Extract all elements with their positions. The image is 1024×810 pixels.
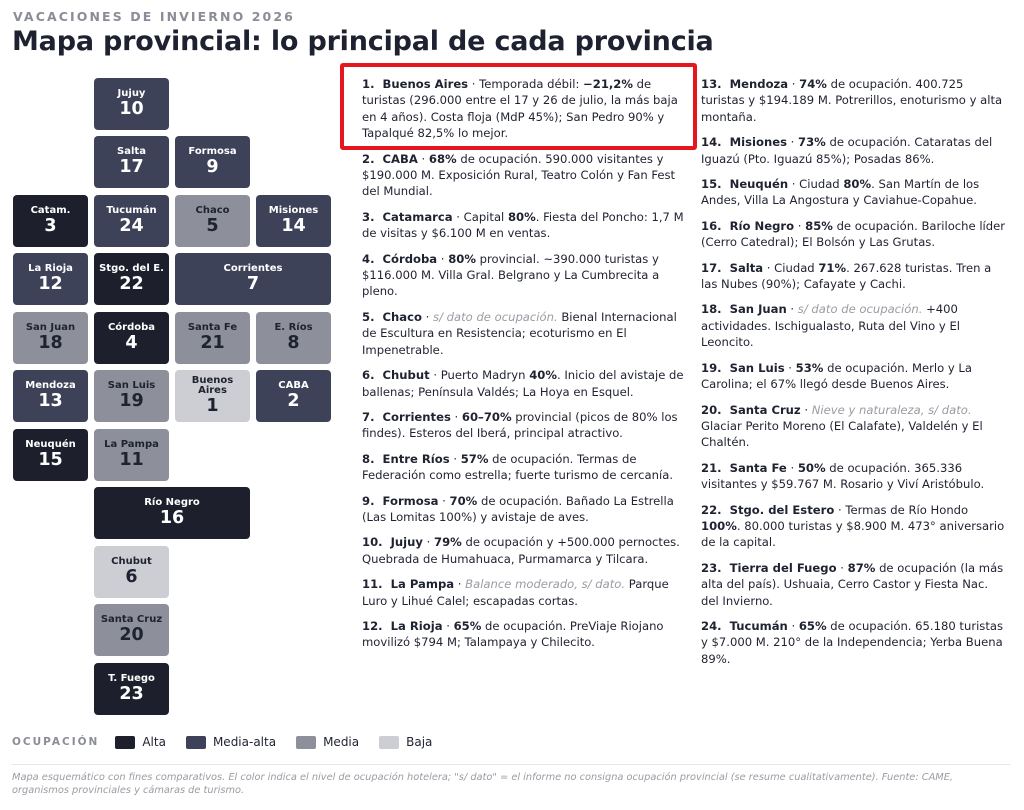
legend-label-media-alta: Media-alta — [212, 735, 277, 749]
tile-catam — [13, 195, 88, 247]
tile-number: 20 — [119, 625, 144, 645]
legend-label-baja: Baja — [406, 735, 433, 749]
legend-swatch-media-alta — [186, 736, 206, 749]
entry-figure: 87% — [847, 560, 876, 575]
tile-jujuy — [94, 78, 169, 130]
entry-name: 3. Catamarca — [362, 209, 453, 224]
tile-chaco — [175, 195, 250, 247]
tile-name: CABA — [278, 380, 309, 391]
province-entry: 18. San Juan · s/ dato de ocupación. +400 actividades. Ischigualasto, Ruta del Vino y El Leoncito. — [701, 302, 961, 350]
province-entry: 8. Entre Ríos · 57% de ocupación. Termas de Federación como estrella; fuerte turismo de cercanía. — [362, 451, 674, 483]
entry-figure: 74% — [799, 77, 827, 91]
tile-name: Catam. — [30, 205, 71, 216]
tile-number: 3 — [44, 216, 57, 236]
legend-swatch-media — [296, 736, 316, 749]
entry-name: 19. San Luis — [701, 360, 785, 375]
tile-e-ríos — [256, 312, 331, 364]
province-entry: 16. Río Negro · 85% de ocupación. Bariloche líder (Cerro Catedral); El Bolsón y Las Grutas. — [701, 218, 1006, 250]
province-entry: 24. Tucumán · 65% de ocupación. 65.180 turistas y $7.000 M. 210° de la Independencia; Yerba Buena 89%. — [701, 618, 1004, 666]
province-entry: 12. La Rioja · 65% de ocupación. PreViaje Riojano movilizó $794 M; Talampaya y Chilecito. — [362, 618, 664, 650]
tile-number: 18 — [38, 333, 63, 353]
tile-number: 12 — [38, 274, 63, 294]
tile-name: Santa Fe — [187, 322, 238, 333]
tile-corrientes — [175, 253, 331, 305]
province-entry: 5. Chaco · s/ dato de ocupación. Bienal Internacional de Escultura en Resistencia; ecoturismo en El Impenetrable. — [362, 309, 677, 357]
entry-name: 4. Córdoba — [362, 251, 438, 266]
tile-name: Santa Cruz — [100, 614, 163, 625]
province-entry: 20. Santa Cruz · Nieve y naturaleza, s/ dato. Glaciar Perito Moreno (El Calafate), Valdelén y El Chaltén. — [701, 402, 983, 450]
tile-name: Chubut — [111, 556, 152, 567]
tile-name: E. Ríos — [274, 322, 313, 333]
entry-name: 11. La Pampa — [362, 577, 455, 592]
tile-la-pampa — [94, 429, 169, 481]
legend — [12, 735, 452, 749]
province-entry: 6. Chubut · Puerto Madryn 40%. Inicio del avistaje de ballenas; Península Valdés; La Hoya en Esquel. — [362, 368, 684, 399]
tile-formosa — [175, 136, 250, 188]
tile-number: 11 — [119, 450, 144, 470]
province-entry: 7. Corrientes · 60–70% provincial (picos de 80% los findes). Esteros del Iberá, principal atractivo. — [362, 409, 678, 441]
entry-name: 6. Chubut — [362, 368, 430, 383]
tile-number: 19 — [119, 391, 144, 411]
province-list-column-right — [701, 76, 1007, 676]
tile-name: Chaco — [195, 205, 230, 216]
tile-number: 23 — [119, 684, 144, 704]
tile-number: 10 — [119, 99, 144, 119]
province-entry: 10. Jujuy · 79% de ocupación y +500.000 pernoctes. Quebrada de Humahuaca, Purmamarca y Tilcara. — [362, 535, 680, 566]
entry-name: 24. Tucumán — [701, 618, 788, 633]
footer-divider — [12, 764, 1010, 765]
entry-name: 14. Misiones — [701, 135, 787, 150]
tile-name: Mendoza — [25, 380, 76, 391]
entry-figure: 71% — [818, 260, 847, 275]
entry-name: 13. Mendoza — [701, 77, 789, 91]
entry-figure: 53% — [795, 360, 824, 375]
tile-santa-fe — [175, 312, 250, 364]
tile-number: 5 — [206, 216, 219, 236]
entry-figure: 80% — [448, 251, 476, 266]
entry-name: 8. Entre Ríos — [362, 451, 450, 466]
tile-number: 16 — [159, 508, 185, 528]
tile-misiones — [256, 195, 331, 247]
entry-name: 16. Río Negro — [701, 218, 795, 233]
province-entry: 4. Córdoba · 80% provincial. ~390.000 turistas y $116.000 M. Villa Gral. Belgrano y La Cumbrecita a pleno. — [362, 251, 660, 299]
tile-number: 2 — [287, 391, 300, 411]
tile-name: La Pampa — [104, 439, 159, 450]
tile-tucumán — [94, 195, 169, 247]
entry-name: 20. Santa Cruz — [701, 402, 801, 417]
province-entry: 9. Formosa · 70% de ocupación. Bañado La Estrella (Las Lomitas 100%) y avistaje de aves. — [362, 493, 674, 524]
entry-figure: 100% — [701, 518, 737, 533]
entry-no-data-note: s/ dato de ocupación. — [433, 309, 558, 324]
province-entry: 2. CABA · 68% de ocupación. 590.000 visitantes y $190.000 M. Exposición Rural, Teatro Colón y Fan Fest del Mundial. — [362, 151, 676, 199]
tile-name: Misiones — [268, 205, 319, 216]
legend-swatch-alta — [115, 736, 135, 749]
legend-label-media: Media — [323, 735, 360, 749]
entry-figure: 40% — [529, 368, 557, 383]
tile-name: Formosa — [188, 146, 237, 157]
province-entry: 22. Stgo. del Estero · Termas de Río Hondo 100%. 80.000 turistas y $8.900 M. 473° aniversario de la capital. — [701, 502, 1005, 550]
entry-figure: −21,2% — [583, 77, 633, 91]
tile-la-rioja — [13, 253, 88, 305]
tile-name: Stgo. del E. — [99, 263, 164, 274]
footnote: Mapa esquemático con fines comparativos. El color indica el nivel de ocupación hotelera; "s/ dato" = el informe no consigna ocupación provincial (se resume cualitativamente). Fuente: CAME, organismos provinciales y cámaras de turismo. — [12, 772, 954, 796]
tile-stgo-del-e — [94, 253, 169, 305]
tile-san-juan — [13, 312, 88, 364]
tile-chubut — [94, 546, 169, 598]
province-entry: 19. San Luis · 53% de ocupación. Merlo y La Carolina; el 67% llegó desde Buenos Aires. — [701, 360, 972, 392]
entry-name: 12. La Rioja — [362, 618, 443, 633]
entry-figure: 68% — [428, 151, 457, 166]
entry-figure: 50% — [797, 460, 826, 475]
province-entry: 21. Santa Fe · 50% de ocupación. 365.336 visitantes y $59.767 M. Rosario y Viví Aristóbulo. — [701, 460, 985, 492]
tile-name: Corrientes — [223, 263, 283, 274]
tile-mendoza — [13, 370, 88, 422]
entry-name: 18. San Juan — [701, 302, 787, 317]
tile-name: Córdoba — [107, 322, 156, 333]
tile-number: 1 — [206, 396, 219, 416]
legend-title: OCUPACIÓN — [12, 736, 100, 748]
entry-name: 23. Tierra del Fuego — [701, 560, 837, 575]
tile-name: Río Negro — [144, 497, 200, 508]
entry-name: 10. Jujuy — [362, 535, 423, 550]
tile-name: Jujuy — [117, 88, 146, 99]
entry-figure: 73% — [798, 135, 826, 150]
tile-río-negro — [94, 487, 250, 539]
province-entry: 17. Salta · Ciudad 71%. 267.628 turistas. Tren a las Nubes (90%); Cafayate y Cachi. — [701, 260, 992, 292]
tile-san-luis — [94, 370, 169, 422]
tile-number: 24 — [119, 216, 144, 236]
tile-name: San Luis — [107, 380, 156, 391]
tile-name: Buenos Aires — [191, 375, 234, 396]
tile-santa-cruz — [94, 604, 169, 656]
entry-name: 22. Stgo. del Estero — [701, 502, 835, 517]
tile-number: 14 — [281, 216, 306, 236]
tile-number: 21 — [200, 333, 225, 353]
tile-name: Tucumán — [106, 205, 157, 216]
legend-label-alta: Alta — [142, 735, 166, 749]
tile-number: 9 — [206, 157, 219, 177]
tile-name: San Juan — [25, 322, 76, 333]
entry-name: 2. CABA — [362, 151, 418, 166]
entry-figure: 65% — [453, 618, 482, 633]
entry-name: 17. Salta — [701, 260, 764, 275]
province-list-column-left — [362, 76, 684, 660]
tile-buenos-aires — [175, 370, 250, 422]
province-entry: 14. Misiones · 73% de ocupación. Cataratas del Iguazú (Pto. Iguazú 85%); Posadas 86%. — [701, 135, 993, 166]
tile-neuquén — [13, 429, 88, 481]
tile-number: 8 — [287, 333, 300, 353]
entry-name: 15. Neuquén — [701, 177, 789, 192]
entry-no-data-note: Balance moderado, s/ dato. — [465, 577, 626, 592]
entry-figure: 80% — [843, 177, 872, 192]
page-title: Mapa provincial: lo principal de cada provincia — [12, 26, 714, 57]
tile-number: 17 — [119, 157, 144, 177]
tile-number: 6 — [125, 567, 138, 587]
entry-no-data-note: s/ dato de ocupación. — [797, 302, 923, 317]
tile-number: 13 — [38, 391, 63, 411]
entry-name: 7. Corrientes — [362, 409, 451, 424]
tile-number: 4 — [125, 333, 138, 353]
province-entry: 15. Neuquén · Ciudad 80%. San Martín de los Andes, Villa La Angostura y Caviahue-Copahue. — [701, 177, 980, 208]
tile-t-fuego — [94, 663, 169, 715]
province-entry: 23. Tierra del Fuego · 87% de ocupación (la más alta del país). Ushuaia, Cerro Castor y Fiesta Nac. del Invierno. — [701, 560, 1004, 608]
entry-name: 21. Santa Fe — [701, 460, 787, 475]
entry-figure: 60–70% — [461, 409, 512, 424]
province-entry: 11. La Pampa · Balance moderado, s/ dato. Parque Luro y Lihué Calel; escapadas cortas. — [362, 577, 669, 608]
entry-figure: 80% — [507, 209, 536, 224]
tile-name: Neuquén — [25, 439, 76, 450]
entry-figure: 57% — [460, 451, 489, 466]
highlight-box — [340, 63, 697, 150]
tile-number: 22 — [119, 274, 144, 294]
tile-salta — [94, 136, 169, 188]
tile-name: Salta — [117, 146, 146, 157]
legend-swatch-baja — [379, 736, 399, 749]
province-entry: 13. Mendoza · 74% de ocupación. 400.725 turistas y $194.189 M. Potrerillos, enoturismo y alta montaña. — [701, 77, 1003, 124]
page-kicker: VACACIONES DE INVIERNO 2026 — [13, 9, 295, 24]
entry-figure: 65% — [798, 618, 827, 633]
entry-name: 9. Formosa — [362, 493, 439, 508]
tile-number: 7 — [246, 274, 260, 294]
entry-name: 5. Chaco — [362, 309, 422, 324]
province-entry: 3. Catamarca · Capital 80%. Fiesta del Poncho: 1,7 M de visitas y $6.100 M en ventas. — [362, 209, 684, 241]
tile-name: T. Fuego — [108, 673, 155, 684]
entry-figure: 70% — [449, 493, 478, 508]
entry-figure: 79% — [434, 535, 462, 550]
tile-caba — [256, 370, 331, 422]
province-entry: 1. Buenos Aires · Temporada débil: −21,2% de turistas (296.000 entre el 17 y 26 de julio, la más baja en 4 años). Costa floja (MdP 45%); San Pedro 90% y Tapalqué 82,5% lo mejor. — [362, 77, 678, 141]
tile-name: La Rioja — [28, 263, 73, 274]
entry-no-data-note: Nieve y naturaleza, s/ dato. — [811, 402, 972, 417]
entry-figure: 85% — [805, 218, 833, 233]
tile-number: 15 — [38, 450, 63, 470]
province-tile-map — [0, 0, 340, 720]
tile-córdoba — [94, 312, 169, 364]
entry-name: 1. Buenos Aires — [362, 77, 469, 91]
